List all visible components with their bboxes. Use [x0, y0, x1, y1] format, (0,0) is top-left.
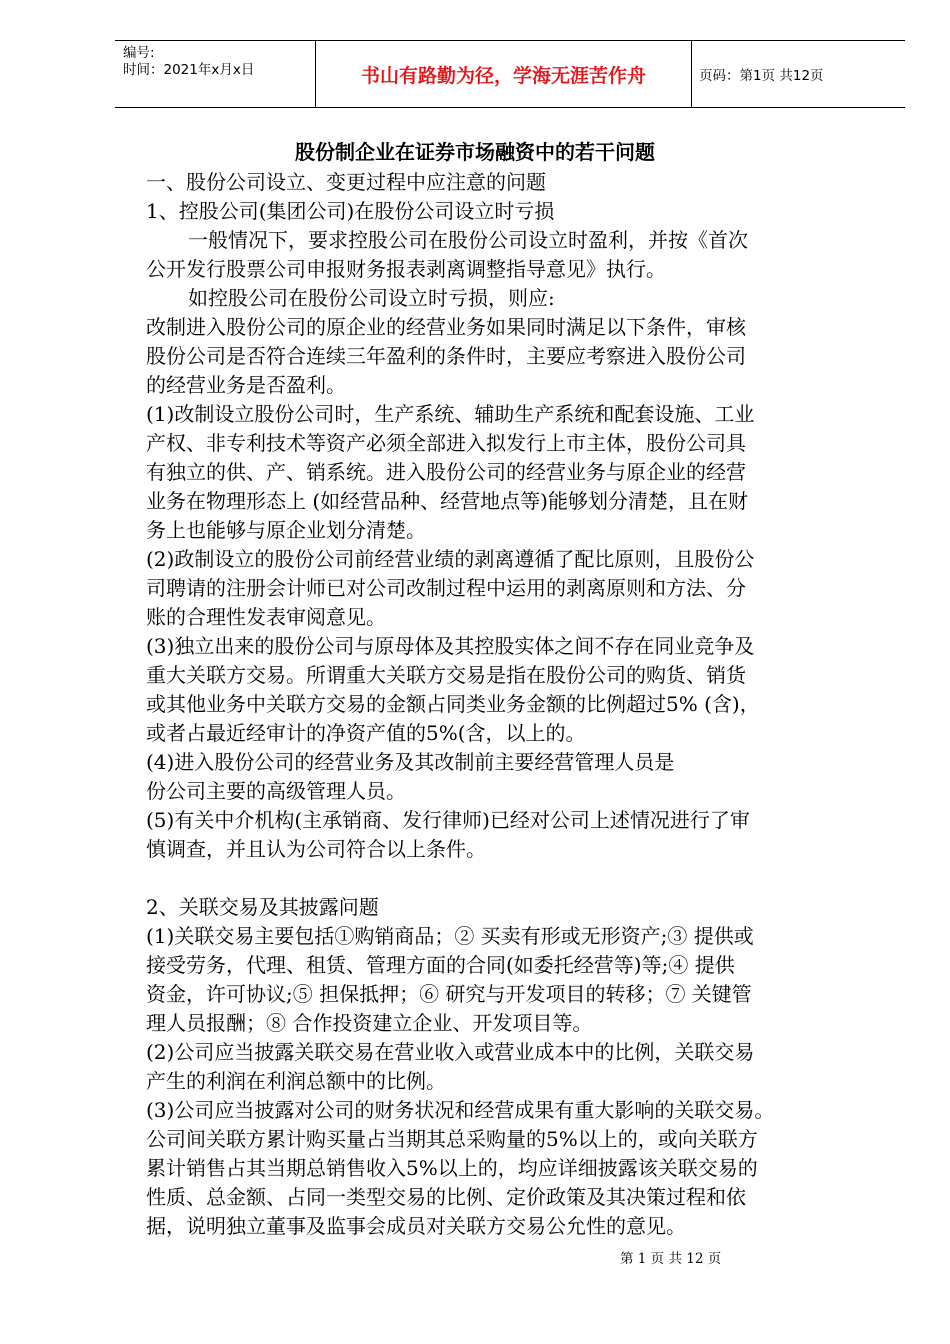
blank-line [146, 864, 906, 893]
header-motto: 书山有路勤为径，学海无涯苦作舟 [315, 41, 692, 107]
list-item-line: 业务在物理形态上 (如经营品种、经营地点等)能够划分清楚，且在财 [146, 489, 748, 513]
page-header [115, 40, 905, 108]
paragraph-line: 如控股公司在股份公司设立时亏损，则应: [188, 286, 555, 310]
subsection-heading: 2、关联交易及其披露问题 [146, 895, 379, 919]
list-item-line: (5)有关中介机构(主承销商、发行律师)已经对公司上述情况进行了审 [146, 808, 750, 832]
paragraph-line: 股份公司是否符合连续三年盈利的条件时，主要应考察进入股份公司 [146, 344, 746, 368]
doc-number-label: 编号: [123, 45, 155, 61]
paragraph-line: 累计销售占其当期总销售收入5%以上的，均应详细披露该关联交易的 [146, 1156, 758, 1180]
list-item-line: (3)公司应当披露对公司的财务状况和经营成果有重大影响的关联交易。 [146, 1098, 775, 1122]
list-item-line: (1)关联交易主要包括①购销商品；② 买卖有形或无形资产;③ 提供或 [146, 924, 754, 948]
list-item-line: 或者占最近经审计的净资产值的5%(含，以上的。 [146, 721, 586, 745]
list-item-line: 产生的利润在利润总额中的比例。 [146, 1069, 446, 1093]
page-footer: 第 1 页 共 12 页 [620, 1251, 722, 1267]
list-item-line: 产权、非专利技术等资产必须全部进入拟发行上市主体，股份公司具 [146, 431, 746, 455]
section-heading: 一、股份公司设立、变更过程中应注意的问题 [146, 170, 546, 194]
list-item-line: 务上也能够与原企业划分清楚。 [146, 518, 426, 542]
list-item-line: 资金，许可协议;⑤ 担保抵押；⑥ 研究与开发项目的转移；⑦ 关键管 [146, 982, 752, 1006]
list-item-line: 或其他业务中关联方交易的金额占同类业务金额的比例超过5% (含)， [146, 692, 760, 716]
list-item-line: (2)公司应当披露关联交易在营业收入或营业成本中的比例，关联交易 [146, 1040, 755, 1064]
paragraph-line: 改制进入股份公司的原企业的经营业务如果同时满足以下条件，审核 [146, 315, 746, 339]
doc-time-label: 时间：2021年x月x日 [123, 62, 255, 78]
paragraph-line: 公开发行股票公司申报财务报表剥离调整指导意见》执行。 [146, 257, 666, 281]
paragraph-line: 据，说明独立董事及监事会成员对关联方交易公允性的意见。 [146, 1214, 686, 1238]
list-item-line: 有独立的供、产、销系统。进入股份公司的经营业务与原企业的经营 [146, 460, 746, 484]
list-item-line: (2)政制设立的股份公司前经营业绩的剥离遵循了配比原则，且股份公 [146, 547, 755, 571]
list-item-line: 理人员报酬；⑧ 合作投资建立企业、开发项目等。 [146, 1011, 593, 1035]
paragraph-line: 一般情况下，要求控股公司在股份公司设立时盈利，并按《首次 [188, 228, 748, 252]
paragraph-line: 的经营业务是否盈利。 [146, 373, 346, 397]
document-body [146, 168, 906, 1241]
document-title: 股份制企业在证券市场融资中的若干问题 [295, 140, 655, 164]
list-item-line: (3)独立出来的股份公司与原母体及其控股实体之间不存在同业竞争及 [146, 634, 755, 658]
subsection-heading: 1、控股公司(集团公司)在股份公司设立时亏损 [146, 199, 555, 223]
list-item-line: 司聘请的注册会计师已对公司改制过程中运用的剥离原则和方法、分 [146, 576, 746, 600]
header-page-info: 页码：第1页 共12页 [699, 68, 824, 84]
list-item-line: 重大关联方交易。所谓重大关联方交易是指在股份公司的购货、销货 [146, 663, 746, 687]
list-item-line: 账的合理性发表审阅意见。 [146, 605, 386, 629]
list-item-line: 接受劳务，代理、租赁、管理方面的合同(如委托经营等)等;④ 提供 [146, 953, 735, 977]
list-item-line: 份公司主要的高级管理人员。 [146, 779, 406, 803]
list-item-line: (4)进入股份公司的经营业务及其改制前主要经营管理人员是 [146, 750, 675, 774]
list-item-line: 慎调查，并且认为公司符合以上条件。 [146, 837, 486, 861]
paragraph-line: 公司间关联方累计购买量占当期其总采购量的5%以上的，或向关联方 [146, 1127, 758, 1151]
list-item-line: (1)改制设立股份公司时，生产系统、辅助生产系统和配套设施、工业 [146, 402, 755, 426]
paragraph-line: 性质、总金额、占同一类型交易的比例、定价政策及其决策过程和依 [146, 1185, 746, 1209]
header-meta [123, 41, 313, 111]
